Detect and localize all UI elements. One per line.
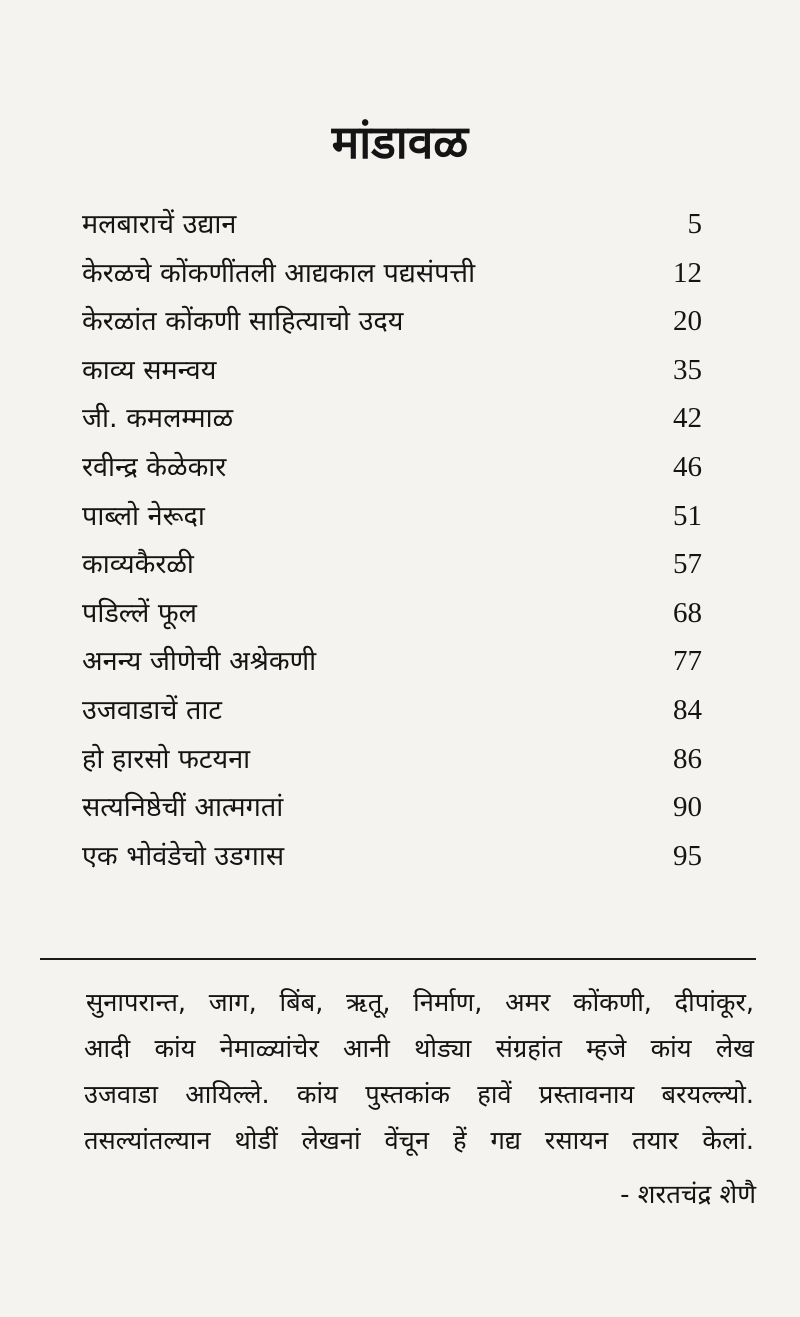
toc-entry — [82, 832, 702, 881]
toc-entry-title: उजवाडाचें ताट — [82, 694, 222, 726]
toc-entry — [82, 735, 702, 784]
toc-entry-page: 77 — [673, 645, 702, 678]
toc-entry-title: काव्य समन्वय — [82, 354, 217, 386]
toc-entry-title: रवीन्द्र केळेकार — [82, 451, 227, 483]
author-note — [84, 980, 754, 1164]
toc-entry-page: 68 — [673, 596, 702, 629]
toc-entry-title: अनन्य जीणेची अश्रेकणी — [82, 646, 317, 678]
toc-entry-page: 20 — [673, 305, 702, 338]
toc-entry-page: 95 — [673, 839, 702, 872]
toc-entry-page: 46 — [673, 450, 702, 483]
toc-entry-title: पाब्लो नेरूदा — [82, 500, 205, 532]
toc-entry — [82, 783, 702, 832]
toc-entry — [82, 637, 702, 686]
toc-entry — [82, 589, 702, 638]
note-line: आदी कांय नेमाळ्यांचेर आनी थोड्या संग्रहांत म्हजे कांय लेख — [84, 1034, 754, 1064]
toc-entry — [82, 394, 702, 443]
toc-entry-title: पडिल्लें फूल — [82, 597, 197, 629]
toc-entry — [82, 249, 702, 298]
toc-entry-title: हो हारसो फटयना — [82, 743, 251, 775]
toc-entry-title: काव्यकैरळी — [82, 549, 194, 581]
toc-entry — [82, 297, 702, 346]
toc-entry — [82, 443, 702, 492]
author-signature: - शरतचंद्र शेणै — [620, 1180, 756, 1210]
toc-entry-page: 42 — [673, 402, 702, 435]
toc-entry-title: एक भोवंडेचो उडगास — [82, 840, 285, 872]
toc-entry-page: 57 — [673, 548, 702, 581]
toc-entry-page: 51 — [673, 499, 702, 532]
toc-entry-title: मलबाराचें उद्यान — [82, 209, 237, 240]
toc-entry-title: सत्यनिष्ठेचीं आत्मगतां — [82, 792, 284, 824]
toc-entry-page: 5 — [687, 208, 702, 240]
page-title: मांडावळ — [331, 115, 469, 169]
toc-entry — [82, 200, 702, 249]
toc-entry — [82, 686, 702, 735]
toc-entry-page: 12 — [673, 256, 702, 289]
toc-entry — [82, 492, 702, 541]
toc-entry-title: जी. कमलम्माळ — [82, 403, 234, 435]
note-line: तसल्यांतल्यान थोडीं लेखनां वेंचून हें गद्य रसायन तयार केलां. — [84, 1126, 754, 1156]
toc-entry-title: केरळांत कोंकणी साहित्याचो उदय — [82, 306, 404, 338]
toc-entry-title: केरळचे कोंकणींतली आद्यकाल पद्यसंपत्ती — [82, 257, 476, 289]
toc-entry-page: 86 — [673, 742, 702, 775]
toc-entry-page: 90 — [673, 791, 702, 824]
toc-entry — [82, 346, 702, 395]
toc-entry — [82, 540, 702, 589]
toc-entry-page: 84 — [673, 693, 702, 726]
note-line: सुनापरान्त, जाग, बिंब, ऋतू, निर्माण, अमर कोंकणी, दीपांकूर, — [86, 988, 754, 1018]
note-line: उजवाडा आयिल्ले. कांय पुस्तकांक हावें प्रस्तावनाय बरयल्ल्यो. — [84, 1080, 754, 1110]
toc-entry-page: 35 — [673, 353, 702, 386]
table-of-contents — [82, 200, 702, 880]
section-divider — [40, 958, 756, 960]
